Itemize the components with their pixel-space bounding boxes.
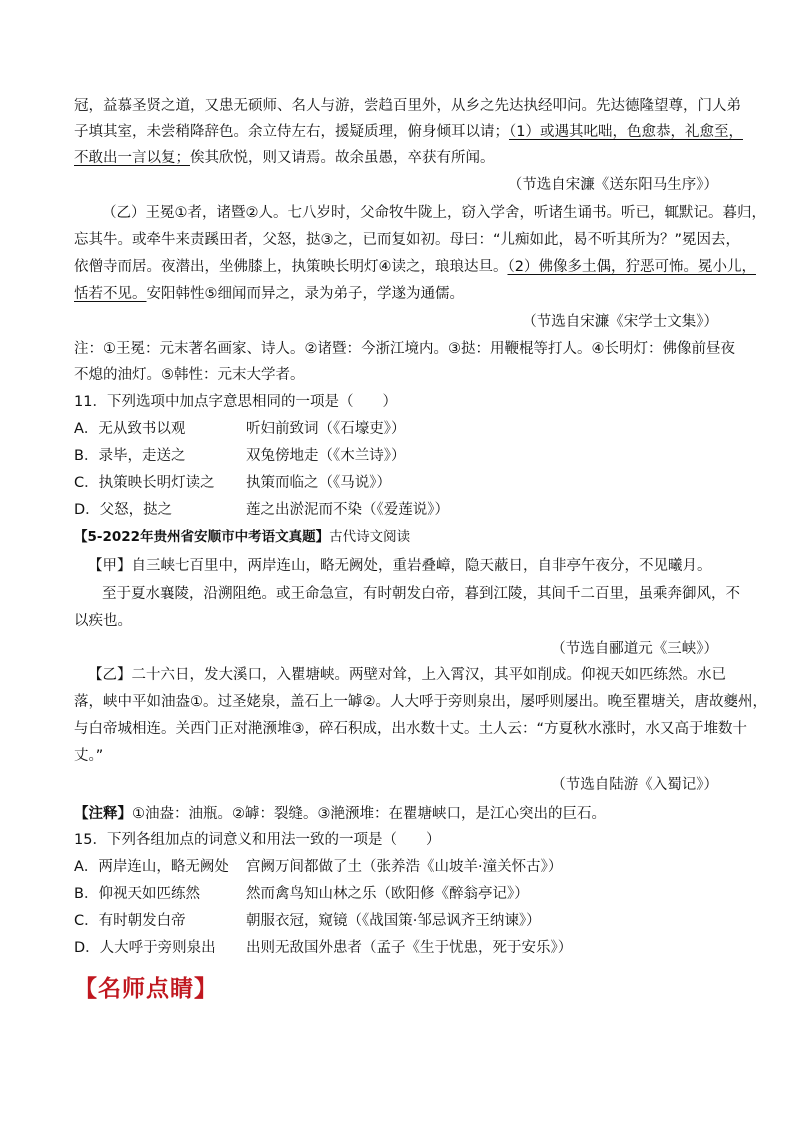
q11-option-c-right: 执策而临之（《马说》） (246, 475, 391, 491)
q15-option-d (74, 935, 572, 961)
passage4-line3: 与白帝城相连。关西门正对滟滪堆③，碎石积成，出水数十丈。土人云：“方夏秋水涨时，水又高于堆数十 (74, 721, 748, 737)
passage4-line2: 落，峡中平如油盎①。过圣姥泉，盖石上一罅②。人大呼于旁则泉出，屡呼则屡出。晚至瞿塘关，唐故夔州， (74, 694, 767, 710)
passage1-line2 (74, 119, 743, 146)
passage3-line3: 以疾也。 (74, 613, 132, 629)
passage4-line4: 丈。” (74, 748, 104, 764)
passage2-line3 (74, 254, 756, 281)
q11-option-a-left: A．无从致书以观 (74, 421, 186, 437)
q15-stem: 15．下列各组加点的词意义和用法一致的一项是（ ） (74, 832, 441, 848)
passage1-line2-text: 子填其室，未尝稍降辞色。余立侍左右，援疑质理，俯身倾耳以请； (74, 124, 509, 140)
passage3-source: （节选自郦道元《三峡》） (551, 641, 718, 657)
q11-option-b-right: 双兔傍地走（《木兰诗》） (246, 448, 406, 464)
section-heading-tail: 古代诗文阅读 (329, 529, 411, 545)
passage1-source: （节选自宋濂《送东阳马生序》） (507, 177, 718, 193)
q11-option-d-right: 莲之出淤泥而不染（《爱莲说》） (246, 502, 449, 518)
notes1-line2: 不熄的油灯。⑤韩性：元末大学者。 (74, 367, 305, 383)
passage2-source: （节选自宋濂《宋学士文集》） (522, 314, 718, 330)
passage4-source: （节选自陆游《入蜀记》） (551, 777, 718, 793)
q11-stem: 11．下列选项中加点字意思相同的一项是（ ） (74, 394, 397, 410)
q15-option-b-right: 然而禽鸟知山林之乐（欧阳修《醉翁亭记》） (246, 886, 529, 902)
notes2-text: ①油盎：油瓶。②罅：裂缝。③滟滪堆：在瞿塘峡口，是江心突出的巨石。 (132, 806, 606, 822)
q15-option-d-right: 出则无敌国外患者（孟子《生于忧患，死于安乐》） (246, 940, 573, 956)
q11-option-a (74, 416, 406, 442)
passage4-line1: 【乙】二十六日，发大溪口，入瞿塘峡。两壁对耸，上入霄汉，其平如削成。仰视天如匹练然。水已 (88, 667, 726, 683)
q15-option-c (74, 908, 541, 934)
q15-option-c-left: C．有时朝发白帝 (74, 913, 186, 929)
q11-option-b (74, 443, 406, 469)
passage1-line1: 冠，益慕圣贤之道，又患无硕师、名人与游，尝趋百里外，从乡之先达执经叩问。先达德隆望尊，门人弟 (74, 98, 741, 114)
passage2-line4-text: 安阳韩性⑤细闻而异之，录为弟子，学遂为通儒。 (146, 286, 464, 302)
passage2-line2: 忘其牛。或牵牛来责蹊田者，父怒，挞③之，已而复如初。母曰：“儿痴如此，曷不听其所为？”冕因去， (74, 232, 741, 248)
passage2-line4 (74, 281, 724, 308)
passage2-underlined-sentence-b: 恬若不见。 (74, 286, 147, 302)
q11-option-d-left: D．父怒，挞之 (74, 502, 173, 518)
notes2-label: 【注释】 (74, 806, 132, 822)
q11-option-a-right: 听妇前致词（《石壕吏》） (246, 421, 406, 437)
section-heading (74, 524, 724, 551)
passage1-underlined-sentence-b: 不敢出一言以复； (74, 150, 190, 166)
q15-option-a-left: A．两岸连山，略无阙处 (74, 859, 229, 875)
q11-option-c-left: C．执策映长明灯读之 (74, 475, 215, 491)
section-heading-source: 【5-2022年贵州省安顺市中考语文真题】 (74, 529, 330, 545)
q15-option-a-right: 宫阙万间都做了土（张养浩《山坡羊·潼关怀古》） (246, 859, 563, 875)
notes1-line1: 注：①王冕：元末著名画家、诗人。②诸暨：今浙江境内。③挞：用鞭棍等打人。④长明灯：佛像前昼夜 (74, 341, 735, 357)
q11-option-b-left: B．录毕，走送之 (74, 448, 186, 464)
q15-option-b-left: B．仰视天如匹练然 (74, 886, 200, 902)
passage2-line3-text: 依僧寺而居。夜潜出，坐佛膝上，执策映长明灯④读之，琅琅达旦。 (74, 259, 508, 275)
passage3-line2: 至于夏水襄陵，沿溯阻绝。或王命急宣，有时朝发白帝，暮到江陵，其间千二百里，虽乘奔御风，不 (102, 586, 740, 602)
passage1-underlined-sentence-a: （1）或遇其叱咄，色愈恭，礼愈至， (509, 124, 743, 140)
passage1-line3-text: 俟其欣悦，则又请焉。故余虽愚，卒获有所闻。 (190, 150, 495, 166)
passage3-line1: 【甲】自三峡七百里中，两岸连山，略无阙处，重岩叠嶂，隐天蔽日，自非亭午夜分，不见曦月。 (88, 558, 712, 574)
q15-option-a (74, 854, 562, 880)
q15-option-b (74, 881, 529, 907)
q15-option-d-left: D．人大呼于旁则泉出 (74, 940, 216, 956)
notes2 (74, 801, 724, 828)
q11-option-c (74, 470, 391, 496)
passage1-line3 (74, 145, 724, 172)
mingshi-heading: 【名师点睛】 (74, 976, 218, 1002)
q11-option-d (74, 497, 449, 523)
q15-option-c-right: 朝服衣冠，窥镜（《战国策·邹忌讽齐王纳谏》） (246, 913, 541, 929)
passage2-underlined-sentence-a: （2）佛像多土偶，狞恶可怖。冕小儿， (507, 259, 756, 275)
passage2-line1: （乙）王冕①者，诸暨②人。七八岁时，父命牧牛陇上，窃入学舍，听诸生诵书。听已，辄默记。暮归， (102, 205, 766, 221)
